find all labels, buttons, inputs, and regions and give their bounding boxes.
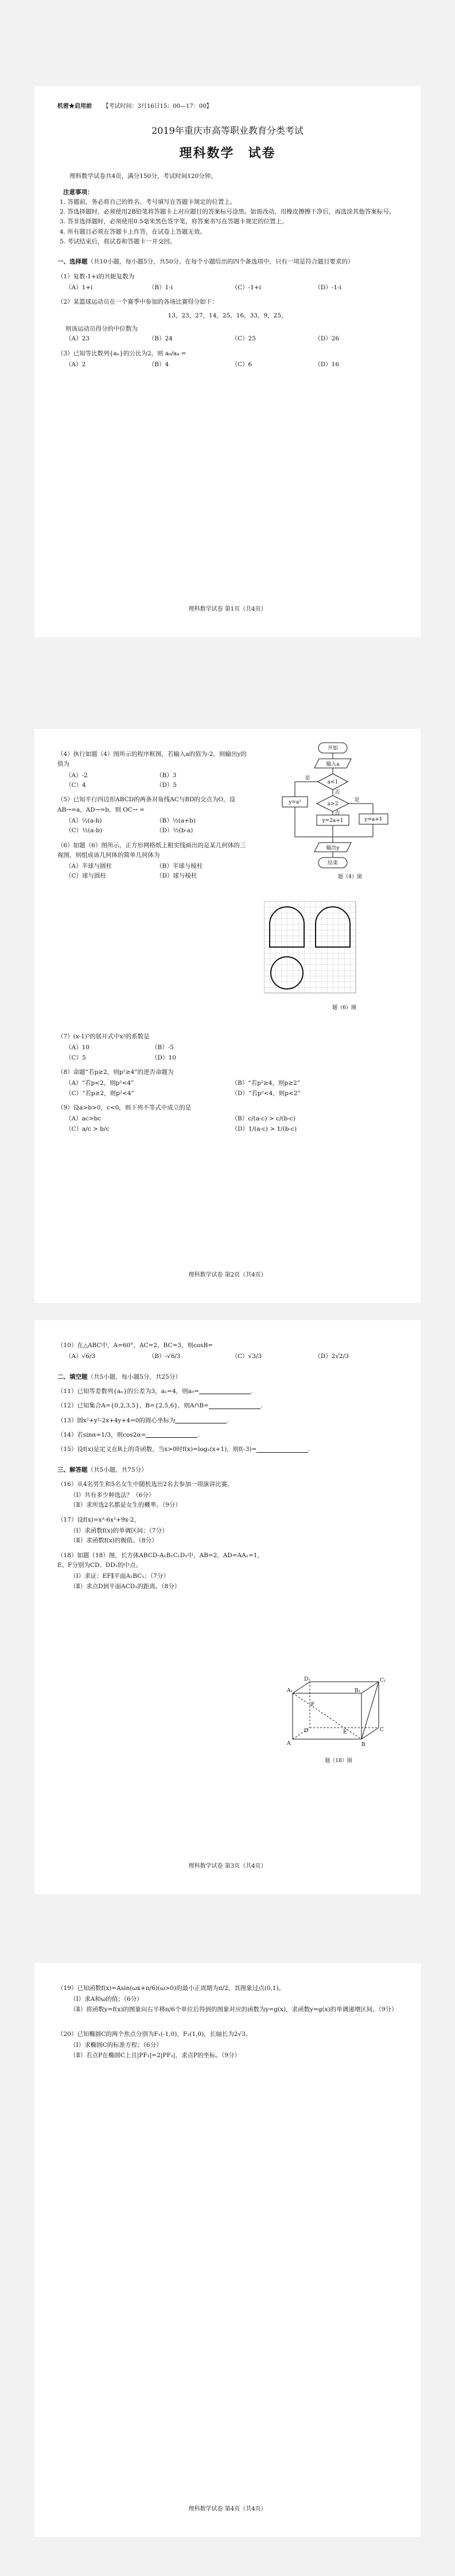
q1-options	[65, 283, 398, 293]
vertex-label: D	[304, 1728, 309, 1734]
q8-options	[65, 1078, 398, 1099]
fill-item: （13）圆x²+y²-2x+4y+4=0的圆心坐标为 .	[57, 1417, 229, 1424]
note-item: 5. 考试结束后，将试卷和答题卡一并交回。	[60, 238, 176, 246]
flow-c1-text: a<1	[327, 779, 339, 785]
flow-start-text: 开始	[327, 746, 339, 751]
section-fill	[57, 1372, 398, 1382]
q3-options	[65, 360, 398, 370]
question-19: （19）已知函数f(x)=Asin(ωx+π/6)(ω>0)的最小正周期为π/2，其图象过点(0,1)。	[57, 1985, 285, 1992]
question-4: （4）执行如题（4）图所示的程序框图，若输入a的值为-2，则输出y的值为	[57, 751, 247, 768]
fill-item: （14）若sinα=1/3，则cos2α= .	[57, 1431, 200, 1438]
fill-item: （15）设f(x)是定义在R上的奇函数，当x>0时f(x)=log₂(x+1)，则f(-3)= .	[57, 1446, 310, 1453]
question-17: （17）设f(x)=x³-6x²+9x-2，	[57, 1516, 141, 1523]
option: （D）½(b-a)	[156, 827, 193, 835]
option: （B）4	[148, 360, 169, 368]
page-footer: 理科数学试卷 第3页（共4页）	[188, 1863, 267, 1869]
q2-options	[65, 334, 398, 344]
sub-question: （Ⅰ）求函数f(x)的单调区间；（7分）	[70, 1527, 168, 1535]
figure-caption: 题（18）图	[325, 1758, 352, 1764]
question-7: （7）(x-1)⁵的展开式中x²的系数是	[57, 1033, 150, 1040]
sub-question: （Ⅰ）求证：EF∥平面A₁BC₁；（7分）	[70, 1573, 169, 1580]
q9-options	[65, 1114, 398, 1134]
exam-page-3	[34, 1320, 421, 1894]
question-5: （5）已知平行四边形ABCD的两条对角线AC与BD的交点为O，设 AB→=a，AD→=b，则 OC→ =	[57, 796, 235, 813]
flow-end-text: 结束	[327, 860, 339, 866]
exam-time: 【考试时间：3月16日15：00—17：00】	[103, 103, 212, 110]
option: （D）-1-i	[314, 284, 341, 291]
option: （D）10	[151, 1054, 176, 1061]
question-20: （20）已知椭圆C的两个焦点分别为F₁(-1,0)，F₂(1,0)，长轴长为2√3。	[57, 2030, 252, 2038]
option: （A）-2	[65, 771, 88, 779]
sub-question: （Ⅱ）求所选2名都是女生的概率。（9分）	[70, 1502, 181, 1509]
notes-list	[57, 197, 398, 247]
option: （C）6	[231, 360, 252, 368]
vertex-label: D₁	[304, 1677, 310, 1682]
page-footer: 理科数学试卷 第2页（共4页）	[188, 1271, 267, 1278]
flow-y2-text: y=2a+1	[322, 818, 344, 824]
option: （A）1+i	[65, 284, 93, 291]
vertex-label: C	[380, 1727, 384, 1733]
q5-options	[65, 816, 247, 836]
option: （C）√3/3	[231, 1353, 262, 1360]
question-2: （2）某篮球运动员在一个赛季中参加的各场比赛得分如下：	[57, 298, 218, 306]
option: （B）-5	[151, 1044, 174, 1052]
q2-ask: 则该运动员得分的中位数为	[65, 325, 138, 332]
option: （A）½(a-b)	[65, 817, 102, 824]
option: （D）16	[314, 360, 340, 368]
option: （D）1/(a-c) > 1/(b-c)	[231, 1125, 297, 1132]
option: （D）“若p²<4，则p<2”	[231, 1089, 301, 1097]
vertex-label: B₁	[355, 1688, 361, 1694]
option: （B）3	[156, 771, 177, 779]
exam-page-4	[34, 1963, 421, 2537]
section-answer	[57, 1465, 398, 1475]
option: （A）23	[65, 335, 90, 343]
note-item: 4. 所有题目必须在答题卡上作答，在试卷上答题无效。	[60, 228, 206, 235]
vertex-label: E	[343, 1729, 347, 1735]
page-footer: 理科数学试卷 第1页（共4页）	[188, 606, 267, 612]
three-view-figure	[264, 901, 367, 1016]
flow-no-label: 否	[335, 810, 340, 816]
question-10: （10）在△ABC中，A=60°，AC=2，BC=3，则cosB=	[57, 1342, 213, 1349]
sub-question: （Ⅱ）若点P在椭圆C上且|PF₁|=2|PF₂|，求点P的坐标。（9分）	[70, 2051, 240, 2059]
question-3: （3）已知等比数列{aₙ}的公比为2，则 a₆/a₄ =	[57, 350, 186, 357]
note-item: 3. 答非选择题时，必须使用0.5毫米黑色签字笔，将答案书写在答题卡规定的位置上。	[60, 218, 288, 226]
vertex-label: C₁	[380, 1678, 386, 1683]
option: （C）a/c > b/c	[65, 1125, 110, 1132]
q10-options	[65, 1352, 398, 1361]
q2-sequence: 13，23，27，14，25，16，33，9，25，	[168, 312, 287, 319]
section-heading: 三、解答题	[57, 1466, 88, 1473]
fill-item: （12）已知集合A={0,2,3,5}，B={2,5,6}，则A∩B= .	[57, 1402, 263, 1410]
flowchart-figure	[281, 740, 396, 884]
section-desc: （共5小题，共75分）	[87, 1466, 147, 1473]
section-desc: （共10小题，每小题5分，共50分。在每个小题给出的四个备选项中，只有一项是符合题目要求的）	[87, 258, 354, 266]
fill-item: （11）已知等差数列{aₙ}的公差为3，a₁=4，则a₅= .	[57, 1387, 253, 1395]
figure-caption: 题（4）图	[338, 874, 362, 880]
option: （D）5	[156, 781, 177, 789]
option: （C）½(a-b)	[65, 827, 102, 835]
note-item: 1. 答题前，务必将自己的姓名、考号填写在答题卡规定的位置上。	[60, 198, 236, 205]
vertex-label: A	[287, 1741, 291, 1747]
option: （B）1-i	[148, 284, 173, 291]
question-1: （1）复数-1+i的共轭复数为	[57, 273, 135, 280]
option: （C）球与圆柱	[65, 872, 107, 880]
q7-options	[65, 1043, 238, 1063]
question-18: （18）如题（18）图，长方体ABCD-A₁B₁C₁D₁中，AB=2，AD=AA₁=1，E、F分别为CD、DD₁的中点。	[57, 1551, 263, 1569]
option: （B）24	[148, 335, 173, 343]
option: （B）“若p²≥4，则p≥2”	[231, 1080, 301, 1087]
flow-yes-label: 是	[354, 797, 360, 803]
option: （C）“若p≥2，则p²<4”	[65, 1089, 134, 1097]
exam-intro: 理科数学试卷共4页，满分150分，考试时间120分钟。	[69, 173, 217, 180]
question-6: （6）如题（6）图所示，正方形网格纸上粗实线画出的是某几何体的三视图，则组成该几何体的简单几何体为	[57, 841, 246, 859]
section-heading: 二、填空题	[57, 1373, 88, 1380]
vertex-label: B	[361, 1742, 365, 1748]
q6-options	[65, 862, 247, 882]
vertex-label: F	[311, 1702, 315, 1708]
notes-heading: 注意事项：	[63, 188, 94, 196]
flow-c2-text: a>2	[327, 801, 339, 807]
option: （C）5	[65, 1054, 86, 1061]
page-footer: 理科数学试卷 第4页（共4页）	[188, 2505, 267, 2512]
exam-subtitle: 理科数学 试卷	[179, 145, 276, 161]
flow-no-label: 否	[335, 790, 340, 796]
option: （D）2√2/3	[314, 1353, 349, 1360]
option: （A）半球与圆柱	[65, 863, 112, 870]
option: （A）√6/3	[65, 1353, 96, 1360]
exam-page-1	[34, 86, 421, 637]
sub-question: （Ⅱ）求点D到平面ACD₁的距离。（8分）	[70, 1582, 181, 1590]
option: （A）10	[65, 1044, 90, 1052]
flow-y1-text: y=a²	[289, 800, 301, 805]
option: （A）2	[65, 360, 86, 368]
question-9: （9）设a>b>0，c<0，则下列不等式中成立的是	[57, 1104, 192, 1111]
section-choice	[57, 257, 398, 267]
secret-label: 机密★启用前 【考试时间：3月16日15：00—17：00】	[57, 103, 212, 110]
section-desc: （共5小题，每小题5分，共25分）	[87, 1373, 181, 1380]
option: （A）ac>bc	[65, 1115, 102, 1123]
flow-output-text: 输出y	[326, 845, 340, 851]
option: （D）球与棱柱	[156, 872, 197, 880]
sub-question: （Ⅰ）求椭圆C的标准方程；（6分）	[70, 2042, 162, 2049]
option: （B）-√6/3	[148, 1353, 181, 1360]
section-heading: 一、选择题	[57, 258, 88, 266]
flow-yes-label: 是	[305, 775, 310, 781]
sub-question: （Ⅱ）将函数y=f(x)的图象向右平移π/6个单位后得到的图象对应的函数为y=g(x)，求函数y=g(x)的单调递增区间。（9分）	[70, 2005, 398, 2013]
sub-question: （Ⅱ）求函数f(x)的极值。（8分）	[70, 1537, 158, 1545]
flow-y3-text: y=a+1	[364, 817, 383, 823]
option: （A）“若p<2，则p²<4”	[65, 1080, 134, 1087]
note-item: 2. 答选择题时，必须使用2B铅笔将答题卡上对应题目的答案标号涂黑。如需改动，用橡皮擦擦干净后，再选涂其他答案标号。	[60, 208, 395, 216]
flow-input-text: 输入a	[326, 762, 340, 767]
q4-options	[65, 771, 247, 791]
figure-caption: 题（6）图	[332, 1005, 356, 1011]
option: （D）26	[314, 335, 340, 343]
question-16: （16）从4名男生和5名女生中随机选出2名去参加一项演讲比赛。	[57, 1480, 234, 1488]
option: （C）25	[231, 335, 256, 343]
option: （B）半球与棱柱	[156, 863, 203, 870]
question-8: （8）命题“若p≥2，则p²≥4”的逆否命题为	[57, 1068, 174, 1076]
option: （B）½(a+b)	[156, 817, 196, 824]
exam-page-2	[34, 729, 421, 1303]
exam-title: 2019年重庆市高等职业教育分类考试	[151, 125, 304, 136]
cuboid-figure	[287, 1676, 390, 1774]
option: （B）c/(a-c) > c/(b-c)	[231, 1115, 295, 1123]
vertex-label: A₁	[287, 1688, 293, 1694]
option: （C）-1+i	[231, 284, 261, 291]
sub-question: （Ⅰ）求A和ω的值；（6分）	[70, 1996, 143, 2003]
option: （C）4	[65, 781, 86, 789]
sub-question: （Ⅰ）共有多少种选法？（6分）	[70, 1492, 155, 1499]
